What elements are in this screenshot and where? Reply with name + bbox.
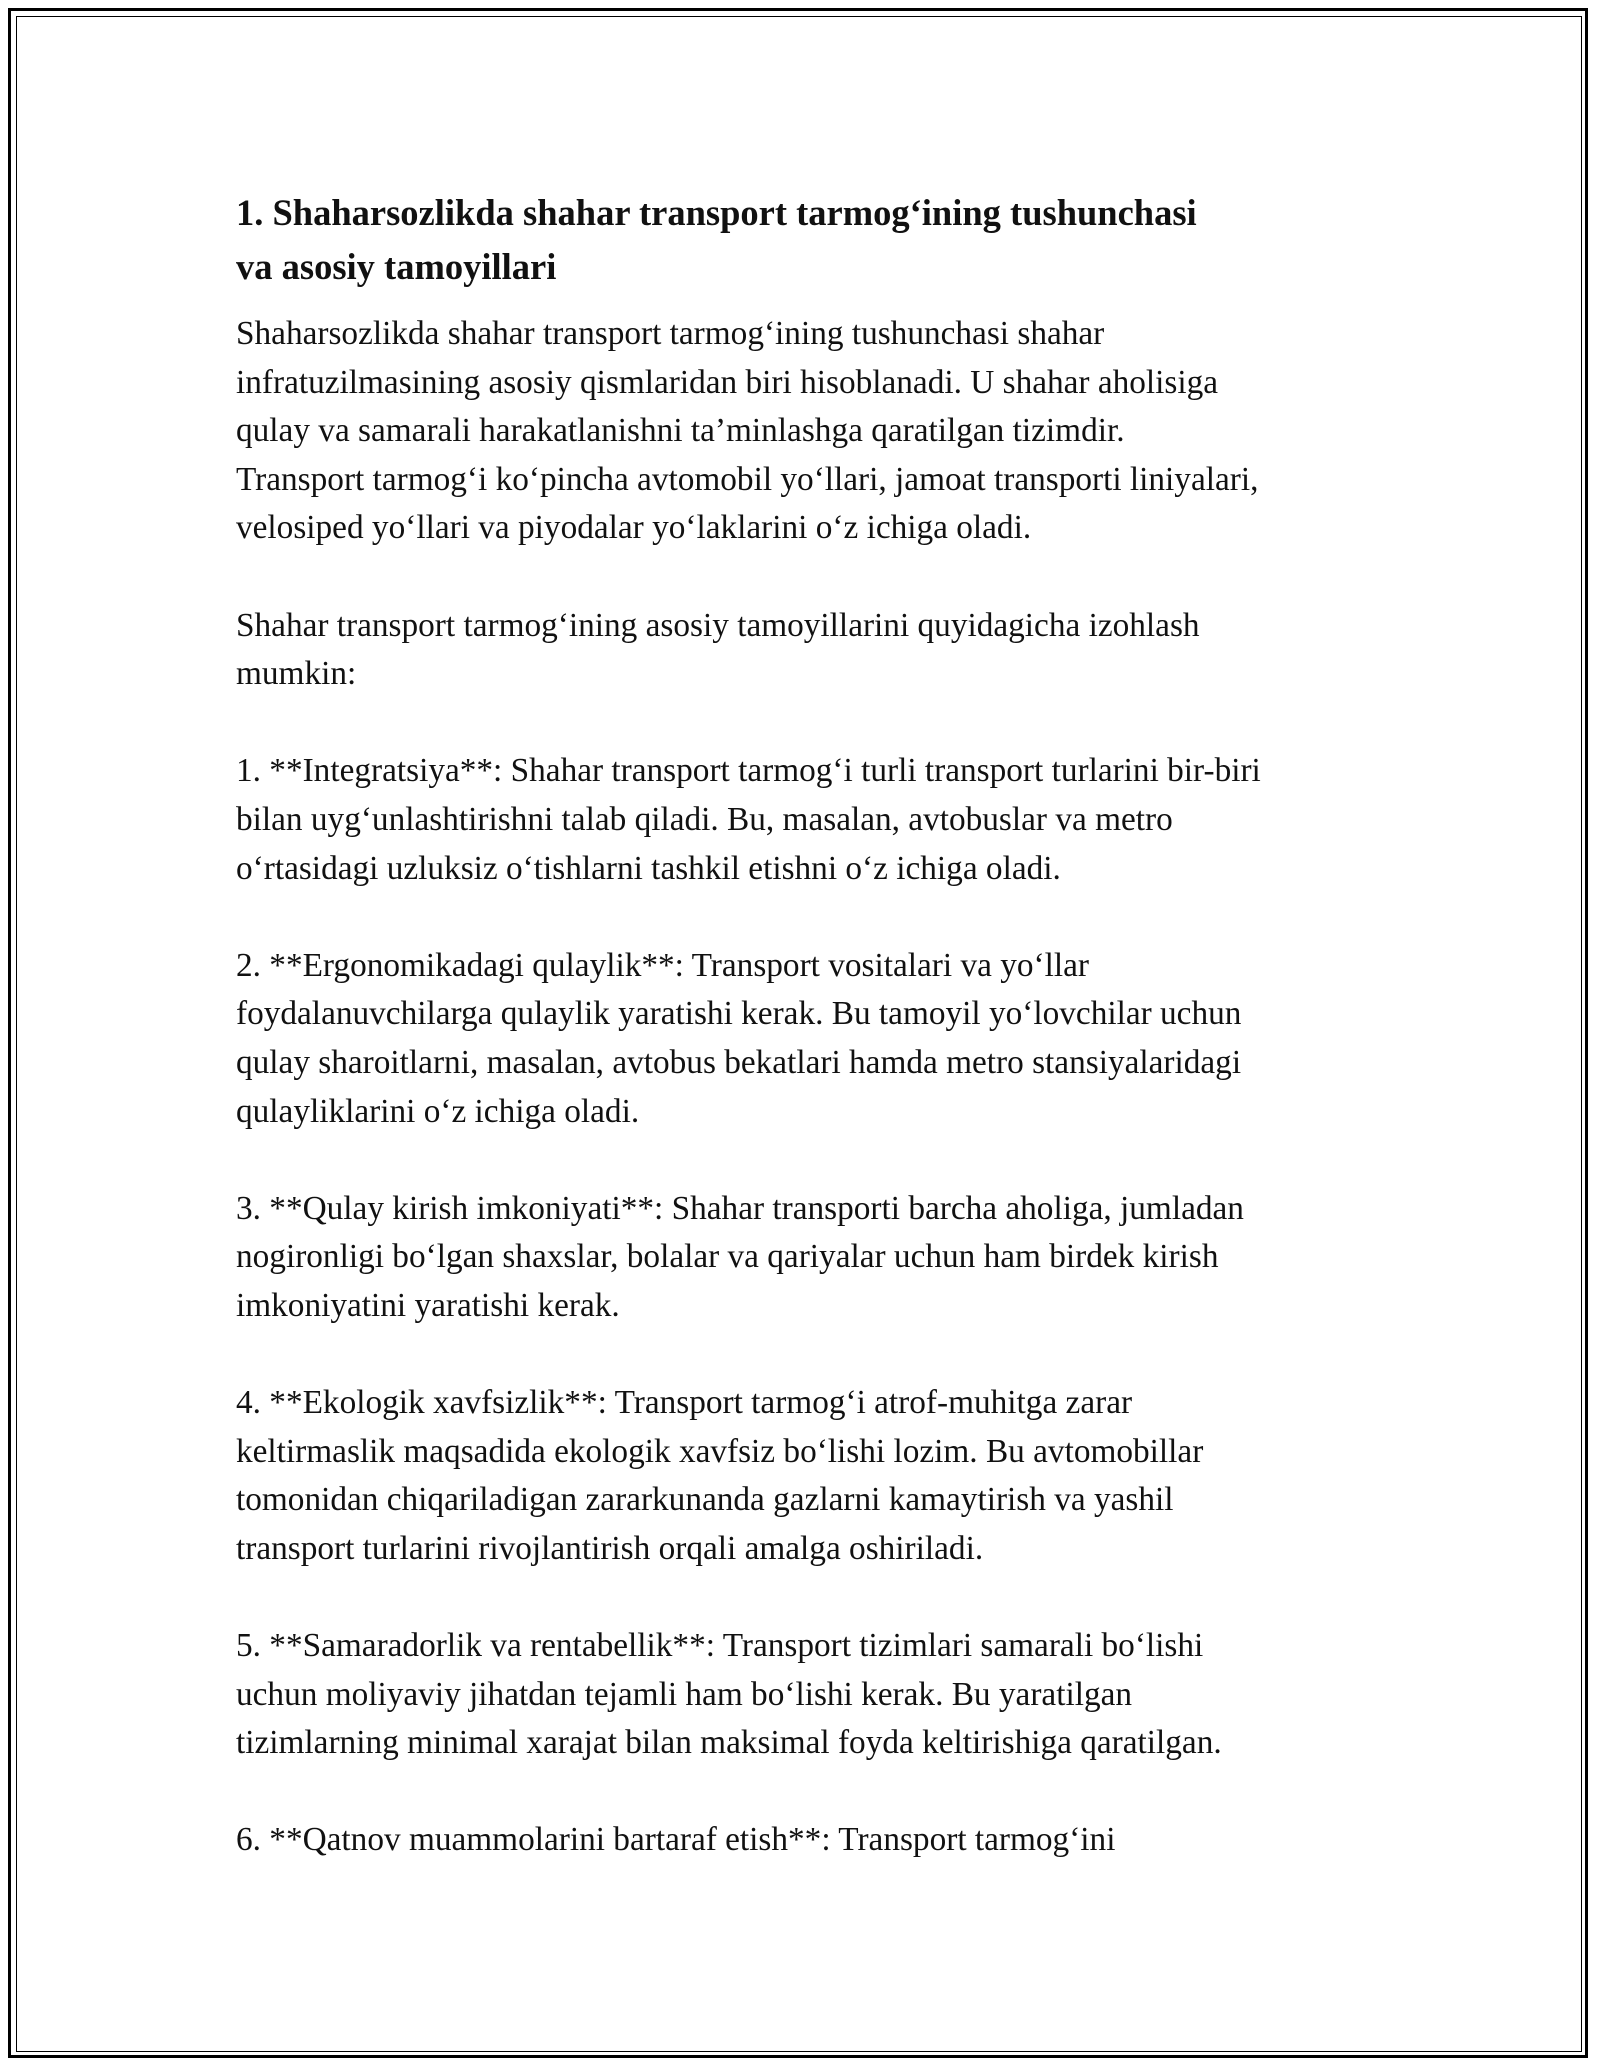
text-line: 2. **Ergonomikadagi qulaylik**: Transport vositalari va yo‘llar (236, 946, 1089, 984)
text-line: Shaharsozlikda shahar transport tarmog‘ining tushunchasi shahar (236, 315, 1105, 352)
text-line: 6. **Qatnov muammolarini bartaraf etish**: Transport tarmog‘ini (236, 1821, 1116, 1859)
text-line: tomonidan chiqariladigan zararkunanda gazlarni kamaytirish va yashil (236, 1481, 1174, 1519)
text-line: 1. **Integratsiya**: Shahar transport tarmog‘i turli transport turlarini bir-biri (236, 752, 1261, 790)
principle-item-1 (236, 747, 1366, 893)
text-line: mumkin: (236, 655, 357, 693)
text-line: qulay va samarali harakatlanishni ta’minlashga qaratilgan tizimdir. (236, 412, 1125, 450)
text-line: foydalanuvchilarga qulaylik yaratishi kerak. Bu tamoyil yo‘lovchilar uchun (236, 995, 1242, 1033)
text-line: qulayliklarini o‘z ichiga oladi. (236, 1092, 640, 1130)
text-line: qulay sharoitlarni, masalan, avtobus bekatlari hamda metro stansiyalaridagi (236, 1043, 1242, 1081)
title-line: va asosiy tamoyillari (236, 246, 557, 287)
text-line: bilan uyg‘unlashtirishni talab qiladi. Bu, masalan, avtobuslar va metro (236, 800, 1173, 838)
document-body (236, 186, 1366, 1865)
text-line: keltirmaslik maqsadida ekologik xavfsiz bo‘lishi lozim. Bu avtomobillar (236, 1432, 1204, 1470)
paragraph-principles-intro (236, 602, 1366, 699)
text-line: 5. **Samaradorlik va rentabellik**: Transport tizimlari samarali bo‘lishi (236, 1627, 1204, 1665)
text-line: velosiped yo‘llari va piyodalar yo‘laklarini o‘z ichiga oladi. (236, 509, 1032, 547)
paragraph-intro (236, 310, 1366, 553)
text-line: uchun moliyaviy jihatdan tejamli ham bo‘lishi kerak. Bu yaratilgan (236, 1675, 1133, 1713)
text-line: tizimlarning minimal xarajat bilan maksimal foyda keltirishiga qaratilgan. (236, 1724, 1222, 1762)
text-line: 4. **Ekologik xavfsizlik**: Transport tarmog‘i atrof-muhitga zarar (236, 1384, 1133, 1422)
principle-item-3 (236, 1185, 1366, 1331)
principle-item-6 (236, 1816, 1366, 1865)
principle-item-2 (236, 942, 1366, 1136)
principle-item-5 (236, 1622, 1366, 1768)
principle-item-4 (236, 1379, 1366, 1573)
text-line: transport turlarini rivojlantirish orqali amalga oshiriladi. (236, 1529, 984, 1567)
text-line: Transport tarmog‘i ko‘pincha avtomobil yo‘llari, jamoat transporti liniyalari, (236, 460, 1259, 498)
text-line: o‘rtasidagi uzluksiz o‘tishlarni tashkil etishni o‘z ichiga oladi. (236, 849, 1061, 887)
page-title (236, 186, 1366, 294)
title-line: 1. Shaharsozlikda shahar transport tarmog‘ining tushunchasi (236, 192, 1197, 233)
text-line: Shahar transport tarmog‘ining asosiy tamoyillarini quyidagicha izohlash (236, 606, 1200, 644)
text-line: infratuzilmasining asosiy qismlaridan biri hisoblanadi. U shahar aholisiga (236, 363, 1219, 401)
text-line: imkoniyatini yaratishi kerak. (236, 1286, 620, 1324)
text-line: 3. **Qulay kirish imkoniyati**: Shahar transporti barcha aholiga, jumladan (236, 1189, 1244, 1227)
text-line: nogironligi bo‘lgan shaxslar, bolalar va qariyalar uchun ham birdek kirish (236, 1238, 1219, 1276)
